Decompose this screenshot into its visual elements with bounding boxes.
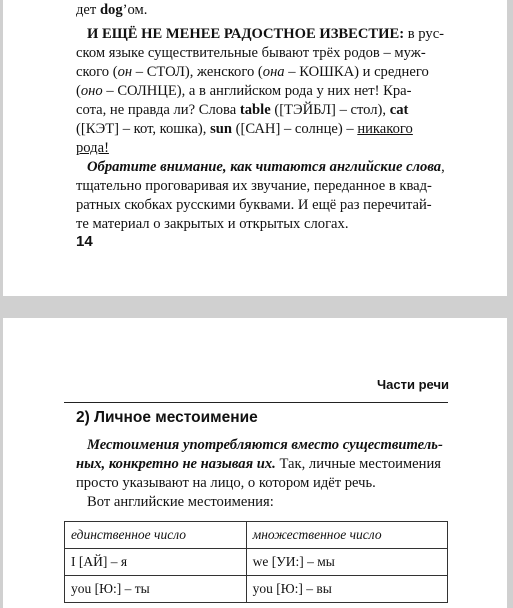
text-segment: Так, личные местоимения bbox=[275, 456, 441, 472]
text-line bbox=[76, 1, 147, 19]
text-segment: – СТОЛ), женского ( bbox=[132, 64, 263, 80]
text-segment: оно bbox=[80, 83, 103, 99]
text-segment: dog bbox=[99, 2, 123, 18]
page-number: 14 bbox=[76, 233, 93, 250]
text-line bbox=[76, 82, 412, 100]
text-segment: ([САН] – солнце) – bbox=[231, 121, 358, 137]
text-segment: , bbox=[441, 159, 445, 175]
text-segment: никакого bbox=[357, 121, 413, 137]
text-line bbox=[76, 455, 441, 473]
table-row bbox=[65, 576, 448, 603]
text-line bbox=[76, 120, 413, 138]
table-cell: we [УИ:] – мы bbox=[246, 549, 447, 576]
text-segment: она bbox=[262, 64, 285, 80]
header-plural: множественное число bbox=[246, 522, 447, 549]
text-line bbox=[87, 25, 444, 43]
text-segment: те материал о закрытых и открытых слогах. bbox=[76, 216, 349, 232]
pronoun-table bbox=[64, 521, 448, 603]
text-line bbox=[76, 44, 426, 62]
text-line bbox=[76, 63, 429, 81]
header-rule bbox=[64, 402, 448, 403]
text-segment: сота, не правда ли? Слова bbox=[76, 102, 240, 118]
text-segment: Вот английские местоимения: bbox=[87, 494, 274, 510]
text-segment: ском языке существительные бывают трёх родов – муж- bbox=[76, 45, 426, 61]
text-segment: ратных скобках русскими буквами. И ещё раз перечитай- bbox=[76, 197, 432, 213]
text-segment: ( bbox=[76, 83, 81, 99]
text-line bbox=[76, 139, 109, 157]
text-line bbox=[87, 493, 274, 511]
table-header-row bbox=[65, 522, 448, 549]
text-segment: ’ом. bbox=[122, 2, 148, 18]
table-cell: you [Ю:] – вы bbox=[246, 576, 447, 603]
text-segment: ных, конкретно не называя их. bbox=[76, 456, 276, 472]
table-cell: I [АЙ] – я bbox=[65, 549, 247, 576]
text-line bbox=[76, 196, 432, 214]
text-segment: рода! bbox=[76, 140, 109, 156]
text-segment: просто указывают на лицо, о котором идёт речь. bbox=[76, 475, 376, 491]
table-row bbox=[65, 549, 448, 576]
book-page-bottom bbox=[3, 318, 507, 608]
text-segment: Обратите внимание, как читаются английские слова bbox=[87, 159, 442, 175]
text-line bbox=[76, 215, 348, 233]
text-segment: И ЕЩЁ НЕ МЕНЕЕ РАДОСТНОЕ ИЗВЕСТИЕ: bbox=[87, 26, 405, 42]
text-segment: ([КЭТ] – кот, кошка), bbox=[76, 121, 211, 137]
book-page-top bbox=[3, 0, 507, 296]
text-line bbox=[87, 436, 443, 454]
text-line bbox=[76, 474, 376, 492]
text-segment: table bbox=[239, 102, 271, 118]
table-cell: you [Ю:] – ты bbox=[65, 576, 247, 603]
text-segment: sun bbox=[210, 121, 232, 137]
text-segment: в рус- bbox=[404, 26, 445, 42]
section-title: 2) Личное местоимение bbox=[76, 409, 258, 426]
text-segment: тщательно проговаривая их звучание, переданное в квад- bbox=[76, 178, 432, 194]
text-segment: дет bbox=[76, 2, 100, 18]
text-line bbox=[76, 101, 408, 119]
text-segment: ([ТЭЙБЛ] – стол), bbox=[270, 102, 390, 118]
text-segment: ского ( bbox=[76, 64, 118, 80]
running-header: Части речи bbox=[377, 377, 449, 392]
text-line bbox=[76, 177, 432, 195]
text-segment: cat bbox=[389, 102, 409, 118]
text-segment: – СОЛНЦЕ), а в английском рода у них нет! Кра- bbox=[102, 83, 412, 99]
text-segment: – КОШКА) и среднего bbox=[284, 64, 429, 80]
text-segment: он bbox=[117, 64, 133, 80]
header-singular: единственное число bbox=[65, 522, 247, 549]
text-line bbox=[87, 158, 445, 176]
text-segment: Местоимения употребляются вместо существитель- bbox=[87, 437, 443, 453]
